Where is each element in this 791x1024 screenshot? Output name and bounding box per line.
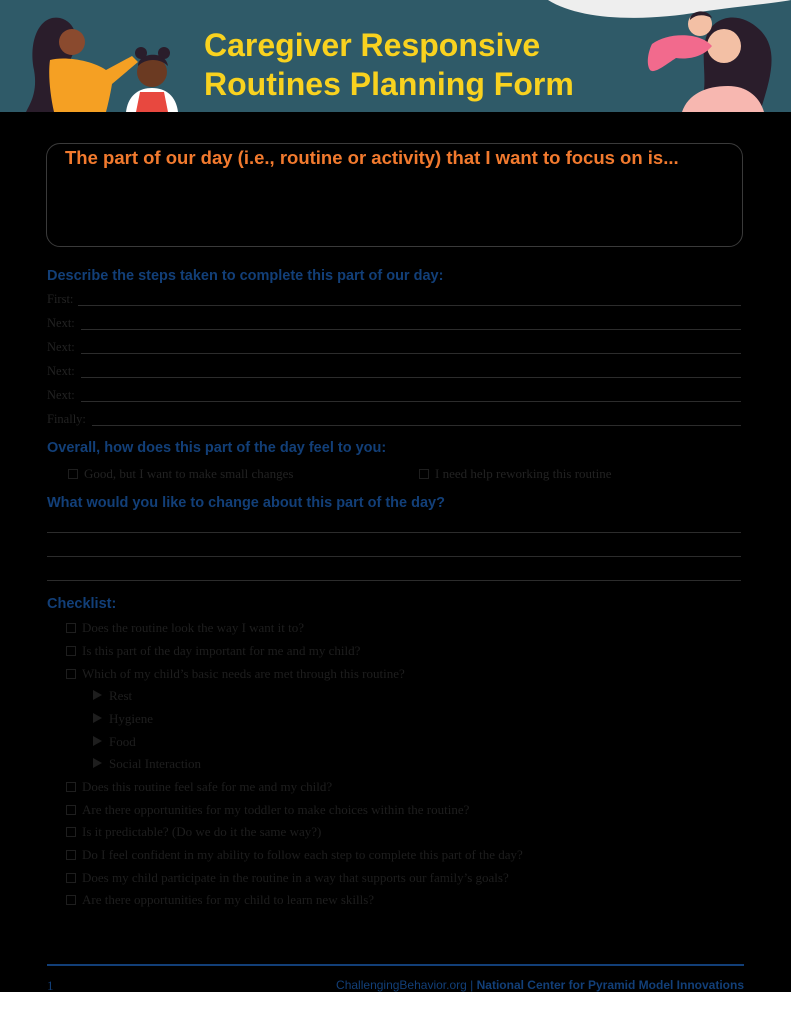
checklist-item[interactable] <box>66 892 374 908</box>
checklist-item-label: Is it predictable? (Do we do it the same way?) <box>82 824 322 839</box>
checklist-item-label: Does the routine look the way I want it to? <box>82 620 305 635</box>
feel-option-rework[interactable] <box>419 466 612 482</box>
checkbox-icon <box>419 469 429 479</box>
checklist-item[interactable] <box>66 824 321 840</box>
checkbox-icon <box>66 827 76 837</box>
checklist-item-label: Do I feel confident in my ability to follow each step to complete this part of the day? <box>82 847 523 862</box>
checkbox-icon <box>66 782 76 792</box>
checkbox-icon <box>68 469 78 479</box>
feel-heading: Overall, how does this part of the day feel to you: <box>47 440 387 456</box>
step-line-next-1[interactable] <box>81 329 741 330</box>
step-line-next-3[interactable] <box>81 377 741 378</box>
checkbox-icon <box>66 895 76 905</box>
step-line-first[interactable] <box>78 305 741 306</box>
checklist-sub-item <box>93 734 136 750</box>
step-label-next-4: Next: <box>47 388 75 402</box>
footer-separator: | <box>470 978 474 992</box>
step-label-first: First: <box>47 292 74 306</box>
checklist-item-label: Are there opportunities for my child to learn new skills? <box>82 892 375 907</box>
change-line-3[interactable] <box>47 580 741 581</box>
checklist-item-label: Does my child participate in the routine in a way that supports our family’s goals? <box>82 870 509 885</box>
change-line-1[interactable] <box>47 532 741 533</box>
checkbox-icon <box>66 623 76 633</box>
change-line-2[interactable] <box>47 556 741 557</box>
page-number: 1 <box>47 978 54 993</box>
checklist-item-label: Is this part of the day important for me and my child? <box>82 643 361 658</box>
checklist-sub-item <box>93 756 201 772</box>
checkbox-icon <box>66 646 76 656</box>
checklist-item[interactable] <box>66 847 523 863</box>
step-label-finally: Finally: <box>47 412 86 426</box>
checkbox-icon <box>66 873 76 883</box>
checklist-item-label: Which of my child’s basic needs are met through this routine? <box>82 666 405 681</box>
checklist-item-label: Are there opportunities for my toddler to make choices within the routine? <box>82 802 470 817</box>
triangle-bullet-icon <box>93 736 102 746</box>
footer-site-link[interactable]: ChallengingBehavior.org <box>336 978 467 992</box>
checklist-item[interactable] <box>66 870 509 886</box>
sub-item-label: Social Interaction <box>109 756 202 771</box>
checklist-sub-item <box>93 688 132 704</box>
footer-credit <box>336 978 744 992</box>
checklist-heading: Checklist: <box>47 596 117 612</box>
triangle-bullet-icon <box>93 690 102 700</box>
footer-divider <box>47 964 744 966</box>
checklist-sub-item <box>93 711 153 727</box>
step-label-next-2: Next: <box>47 340 75 354</box>
checklist-item[interactable] <box>66 666 405 682</box>
footer-org: National Center for Pyramid Model Innovations <box>476 978 744 992</box>
checkbox-icon <box>66 669 76 679</box>
steps-heading: Describe the steps taken to complete this part of our day: <box>47 268 444 284</box>
checklist-item-label: Does this routine feel safe for me and my child? <box>82 779 333 794</box>
sub-item-label: Rest <box>109 688 133 703</box>
sub-item-label: Food <box>109 734 136 749</box>
triangle-bullet-icon <box>93 713 102 723</box>
checklist-item[interactable] <box>66 620 304 636</box>
step-line-next-2[interactable] <box>81 353 741 354</box>
checkbox-icon <box>66 805 76 815</box>
change-heading: What would you like to change about this part of the day? <box>47 495 445 511</box>
form-title <box>204 26 604 104</box>
step-label-next-3: Next: <box>47 364 75 378</box>
step-line-next-4[interactable] <box>81 401 741 402</box>
header-banner <box>0 0 791 112</box>
feel-option-1-label: Good, but I want to make small changes <box>84 466 294 481</box>
caregiver-hair-illustration <box>26 18 178 112</box>
form-title-line-1: Caregiver Responsive <box>204 27 541 63</box>
sub-item-label: Hygiene <box>109 711 154 726</box>
triangle-bullet-icon <box>93 758 102 768</box>
step-label-next-1: Next: <box>47 316 75 330</box>
feel-option-2-label: I need help reworking this routine <box>435 466 612 481</box>
focus-prompt: The part of our day (i.e., routine or activity) that I want to focus on is... <box>65 147 679 168</box>
mother-baby-illustration <box>648 11 772 112</box>
checkbox-icon <box>66 850 76 860</box>
checklist-item[interactable] <box>66 802 469 818</box>
checklist-item[interactable] <box>66 779 332 795</box>
feel-option-small-changes[interactable] <box>68 466 293 482</box>
form-title-line-2: Routines Planning Form <box>204 66 574 102</box>
checklist-item[interactable] <box>66 643 360 659</box>
step-line-finally[interactable] <box>92 425 741 426</box>
